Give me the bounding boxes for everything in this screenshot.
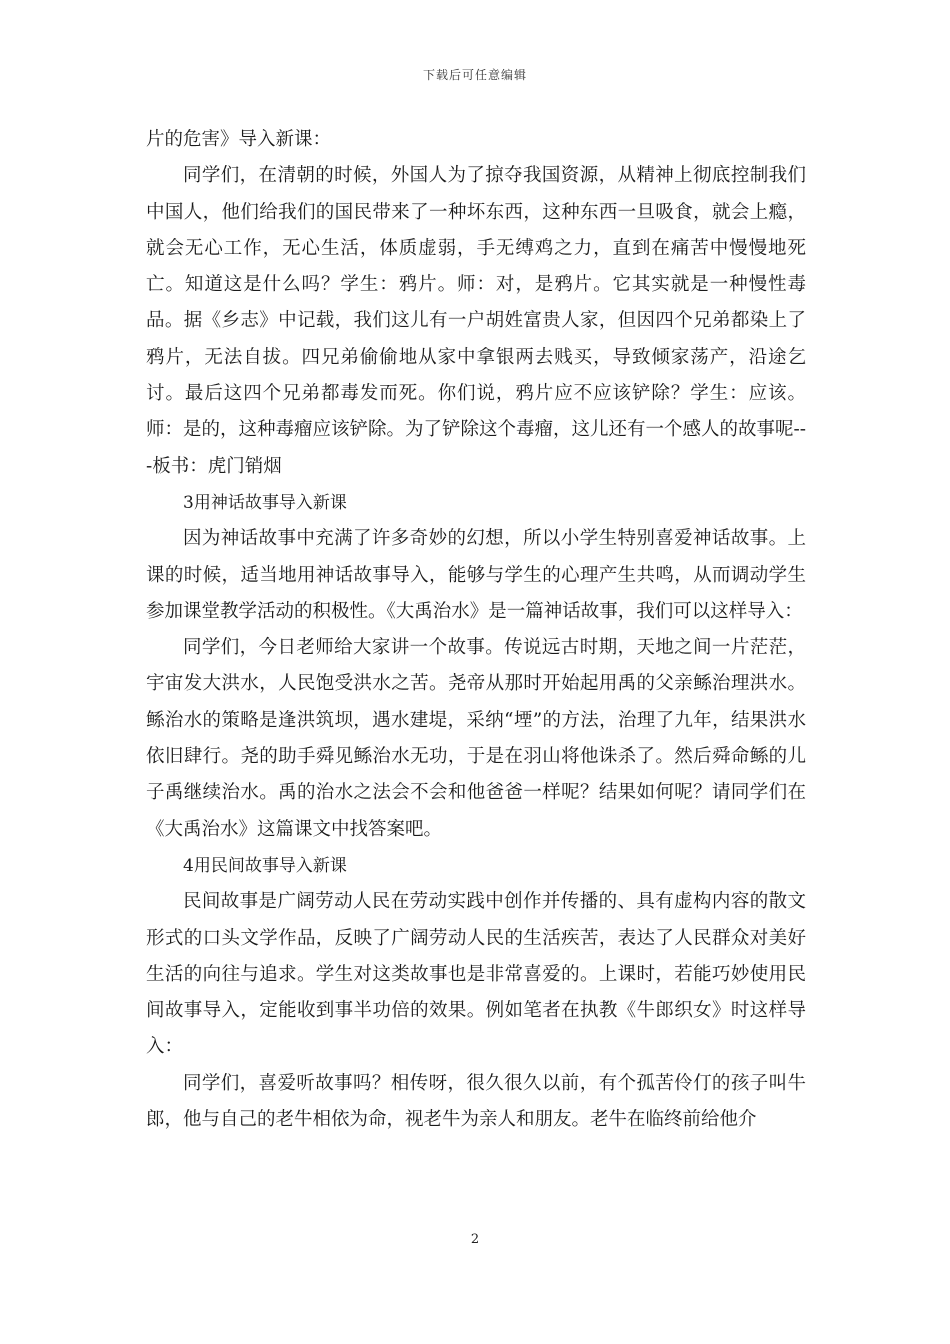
- page-number: 2: [470, 1232, 480, 1247]
- paragraph: 同学们，喜爱听故事吗？相传呀，很久很久以前，有个孤苦伶仃的孩子叫牛郎，他与自己的老牛相依为命，视老牛为亲人和朋友。老牛在临终前给他介: [146, 1072, 806, 1131]
- paragraph: 同学们，在清朝的时候，外国人为了掠夺我国资源，从精神上彻底控制我们中国人，他们给我们的国民带来了一种坏东西，这种东西一旦吸食，就会上瘾，就会无心工作，无心生活，体质虚弱，手无缚鸡之力，直到在痛苦中慢慢地死亡。知道这是什么吗？学生：鸦片。师：对，是鸦片。它其实就是一种慢性毒品。据《乡志》中记载，我们这儿有一户胡姓富贵人家，但因四个兄弟都染上了鸦片，无法自拔。四兄弟偷偷地从家中拿银两去贱买，导致倾家荡产，沿途乞讨。最后这四个兄弟都毒发而死。你们说，鸦片应不应该铲除？学生：应该。师：是的，这种毒瘤应该铲除。为了铲除这个毒瘤，这儿还有一个感人的故事呢---板书：虎门销烟: [146, 165, 807, 477]
- paragraph: 同学们，今日老师给大家讲一个故事。传说远古时期，天地之间一片茫茫，宇宙发大洪水，人民饱受洪水之苦。尧帝从那时开始起用禹的父亲鲧治理洪水。鲧治水的策略是逢洪筑坝，遇水建堤，采纳“堙”的方法，治理了九年，结果洪水依旧肆行。尧的助手舜见鲧治水无功，于是在羽山将他诛杀了。然后舜命鲧的儿子禹继续治水。禹的治水之法会不会和他爸爸一样呢？结果如何呢？请同学们在《大禹治水》这篇课文中找答案吧。: [146, 637, 806, 840]
- section-heading: 3用神话故事导入新课: [183, 492, 347, 513]
- paragraph: 因为神话故事中充满了许多奇妙的幻想，所以小学生特别喜爱神话故事。上课的时候，适当地用神话故事导入，能够与学生的心理产生共鸣，从而调动学生参加课堂教学活动的积极性。《大禹治水》是一篇神话故事，我们可以这样导入：: [146, 528, 806, 622]
- page-header: 下载后可任意编辑: [422, 68, 527, 82]
- body-text: [146, 122, 806, 1138]
- section-heading: 4用民间故事导入新课: [183, 855, 347, 876]
- paragraph: 民间故事是广阔劳动人民在劳动实践中创作并传播的、具有虚构内容的散文形式的口头文学作品，反映了广阔劳动人民的生活疾苦，表达了人民群众对美好生活的向往与追求。学生对这类故事也是非常喜爱的。上课时，若能巧妙使用民间故事导入，定能收到事半功倍的效果。例如笔者在执教《牛郎织女》时这样导入：: [146, 891, 806, 1058]
- paragraph: 片的危害》导入新课：: [146, 129, 332, 150]
